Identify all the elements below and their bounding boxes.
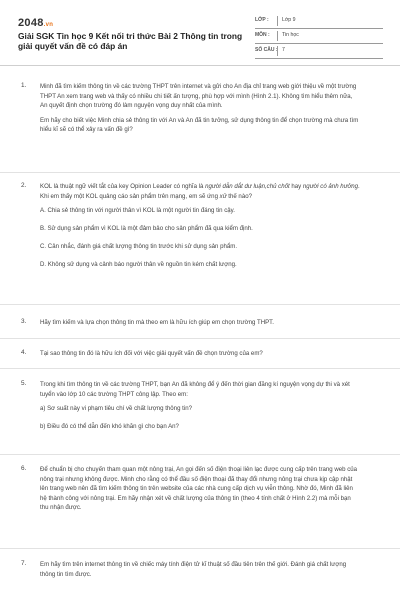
logo-text: 2048 (18, 17, 44, 29)
question-separator (0, 172, 400, 173)
question-number: 3. (21, 318, 27, 325)
question-number: 5. (21, 380, 27, 387)
meta-label: SỐ CÂU : (255, 47, 278, 53)
question-body (40, 560, 360, 579)
question-separator (0, 368, 400, 369)
question-text: Em hãy cho biết việc Minh chia sẻ thông tin với An và An đã tin tưởng, sử dụng thông tin để chọn trường mà chưa tìm hiểu kĩ sẽ có thể xảy ra vấn đề gì? (40, 116, 359, 134)
question-body (40, 82, 360, 135)
meta-row-count (255, 44, 383, 59)
site-logo[interactable] (18, 17, 53, 29)
question-number: 4. (21, 349, 27, 356)
page-header (0, 0, 400, 62)
question-separator (0, 548, 400, 549)
question-separator (0, 454, 400, 455)
header-rule (0, 65, 400, 66)
question-text: Em hãy tìm trên internet thông tin về chiếc máy tính điện tử kĩ thuật số đầu tiên trên thế giới. Đánh giá chất lượng thông tin tìm được. (40, 561, 347, 578)
question-separator (0, 338, 400, 339)
question-number: 7. (21, 560, 27, 567)
meta-divider (277, 31, 278, 41)
meta-label: MÔN : (255, 32, 270, 38)
meta-value: Lớp 9 (282, 17, 296, 23)
logo-domain: .vn (43, 22, 54, 28)
question-body (40, 349, 360, 359)
question-text: Hãy tìm kiếm và lựa chọn thông tin mà theo em là hữu ích giúp em chọn trường THPT. (40, 319, 274, 326)
question-body (40, 182, 360, 269)
question-text: Để chuẩn bị cho chuyến tham quan một nông trại, An gọi đến số điện thoại liên lạc được cung cấp trên trang web của nông trại nhưng không được. Minh cho rằng có thể đầu số điện thoại đã thay đổi nhưng nông trại chưa kịp cập nhật lên trang web nên đã tìm kiếm thông tin trên website của các nhà cung cấp dịch vụ viễn thông. Nhờ đó, Minh đã liên hệ thành công với nông trại. Em hãy nhận xét về chất lượng của thông tin (theo 4 tính chất ở Hình 2.2) mà mỗi bạn thu nhận được. (40, 466, 358, 512)
meta-row-subject (255, 29, 383, 44)
meta-row-grade (255, 14, 383, 29)
sub-question-b: b) Điều đó có thể dẫn đến khó khăn gì cho bạn An? (40, 422, 179, 430)
question-number: 1. (21, 82, 27, 89)
question-number: 2. (21, 182, 27, 189)
question-number: 6. (21, 465, 27, 472)
question-text: KOL là thuật ngữ viết tắt của key Opinion Leader có nghĩa là người dẫn dắt dư luận,chủ chốt hay người có ảnh hưởng. Khi em thấy một KOL quảng cáo sản phẩm trên mạng, em sẽ ứng xử thế nào? (40, 183, 360, 200)
meta-table (255, 14, 383, 59)
question-text: Tại sao thông tin đó là hữu ích đối với việc giải quyết vấn đề chọn trường của em? (40, 350, 263, 357)
answer-option-b: B. Sử dụng sản phẩm vì KOL là một đảm bảo cho sản phẩm đã qua kiểm định. (40, 224, 253, 232)
meta-value: 7 (282, 47, 285, 53)
question-body (40, 465, 360, 513)
document-title: Giải SGK Tin học 9 Kết nối tri thức Bài 2 Thông tin trong giải quyết vấn đề có đáp án (18, 31, 243, 51)
answer-option-c: C. Cân nhắc, đánh giá chất lượng thông tin trước khi sử dụng sản phẩm. (40, 242, 238, 250)
question-body (40, 380, 360, 432)
question-text: Minh đã tìm kiếm thông tin về các trường THPT trên internet và gửi cho An địa chỉ trang web giới thiệu về một trường THPT An xem trang web và thấy có nhiều chi tiết ấn tượng, phù hợp với mình (Hình 2.1). Không tìm hiểu thêm nữa, An quyết định chọn trường đó làm nguyện vọng duy nhất của mình. (40, 83, 357, 110)
answer-option-d: D. Không sử dụng và cảnh báo người thân về nguồn tin kém chất lượng. (40, 260, 237, 268)
meta-value: Tin học (282, 32, 299, 38)
question-separator (0, 304, 400, 305)
meta-divider (277, 46, 278, 56)
meta-divider (277, 16, 278, 26)
question-text: Trong khi tìm thông tin về các trường THPT, bạn An đã không để ý đến thời gian đăng kí nguyện vọng dự thi và xét tuyển vào lớp 10 các trường THPT công lập. Theo em: (40, 381, 350, 398)
question-body (40, 318, 360, 328)
meta-label: LỚP : (255, 17, 269, 23)
sub-question-a: a) Sơ suất này vi phạm tiêu chí về chất lượng thông tin? (40, 405, 192, 413)
answer-option-a: A. Chia sẻ thông tin với người thân vì KOL là một người tin đáng tin cậy. (40, 207, 235, 215)
